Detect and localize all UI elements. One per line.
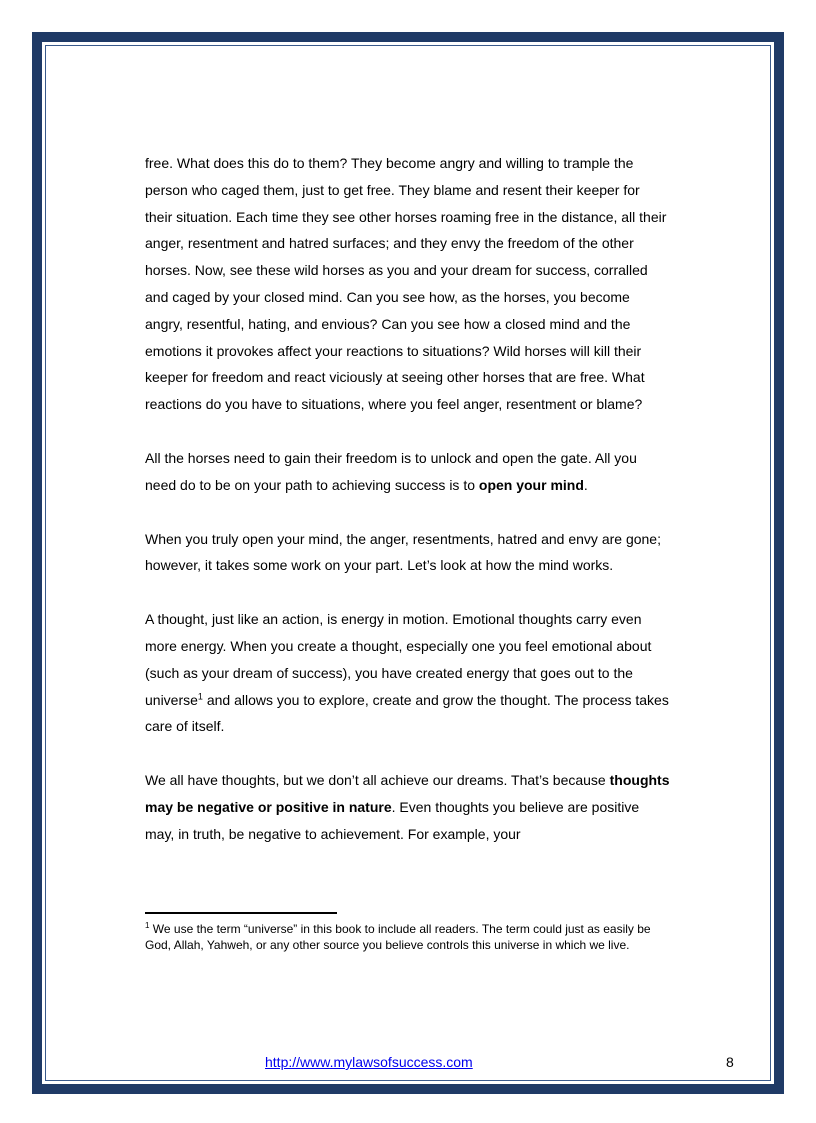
- paragraph-text: We all have thoughts, but we don’t all achieve our dreams. That’s because: [145, 772, 610, 789]
- paragraph-open-mind: [145, 526, 670, 580]
- paragraph-text: All the horses need to gain their freedom is to unlock and open the gate. All you need do to be on your path to achieving success is to: [145, 449, 637, 493]
- paragraph-text: . Even thoughts you believe are positive may, in truth, be negative to achievement. For example, your: [145, 798, 640, 842]
- page-number: 8: [726, 1054, 734, 1070]
- document-body: [145, 150, 670, 875]
- emphasis-open-your-mind: open your mind: [478, 476, 584, 493]
- footer-website-link[interactable]: http://www.mylawsofsuccess.com: [265, 1054, 473, 1070]
- paragraph-open-gate: [145, 445, 670, 499]
- paragraph-text: .: [583, 476, 588, 493]
- footnote: [145, 922, 665, 953]
- paragraph-thought-energy: [145, 606, 670, 740]
- footnote-reference[interactable]: 1: [197, 690, 203, 701]
- paragraph-text: A thought, just like an action, is energy in motion. Emotional thoughts carry even more energy. When you create a thought, especially one you feel emotional about (such as your dream of success), you have created energy that goes out to the universe: [145, 611, 652, 708]
- paragraph-negative-positive: [145, 767, 670, 847]
- paragraph-text: free. What does this do to them? They become angry and willing to trample the person who caged them, just to get free. They blame and resent their keeper for their situation. Each time they see other horses roaming free in the distance, all their anger, resentment and hatred surfaces; and they envy the freedom of the other horses. Now, see these wild horses as you and your dream for success, corralled and caged by your closed mind. Can you see how, as the horses, you become angry, resentful, hating, and envious? Can you see how a closed mind and the emotions it provokes affect your reactions to situations? Wild horses will kill their keeper for freedom and react viciously at seeing other horses that are free. What reactions do you have to situations, where you feel anger, resentment or blame?: [145, 155, 667, 413]
- footnote-text: We use the term “universe” in this book to include all readers. The term could just as easily be God, Allah, Yahweh, or any other source you believe controls this universe in which we live.: [145, 922, 651, 952]
- paragraph-text: When you truly open your mind, the anger, resentments, hatred and envy are gone; however, it takes some work on your part. Let’s look at how the mind works.: [145, 530, 661, 574]
- footnote-separator: [145, 912, 337, 914]
- paragraph-wild-horses: [145, 150, 670, 418]
- paragraph-text: and allows you to explore, create and grow the thought. The process takes care of itself.: [145, 691, 669, 735]
- footnote-marker: 1: [145, 921, 150, 930]
- emphasis-thoughts-nature: thoughts may be negative or positive in nature: [145, 772, 670, 815]
